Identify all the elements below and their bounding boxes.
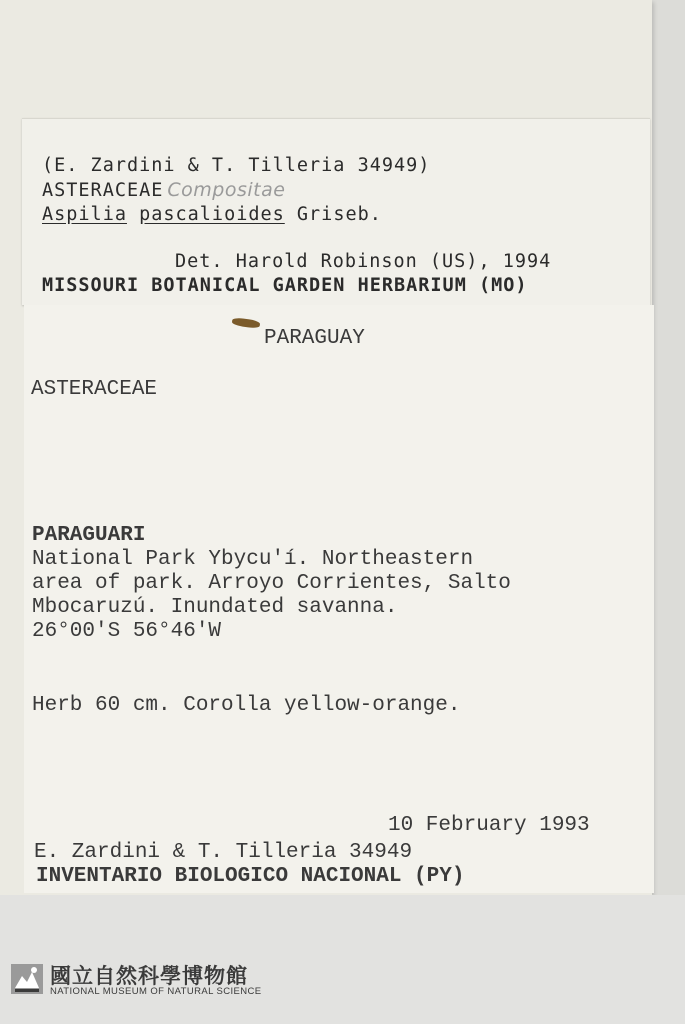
handwritten-family: Compositae <box>167 179 286 201</box>
family-name: ASTERACEAE <box>42 180 164 201</box>
date-line: 10 February 1993 <box>388 814 590 837</box>
herbarium-line: MISSOURI BOTANICAL GARDEN HERBARIUM (MO) <box>42 275 528 296</box>
taxon-line <box>42 204 382 225</box>
taxon-author: Griseb. <box>296 204 382 225</box>
collector-line: (E. Zardini & T. Tilleria 34949) <box>42 155 431 176</box>
country-line: PARAGUAY <box>264 327 365 350</box>
museum-logo-icon <box>10 962 44 996</box>
family-line: ASTERACEAE <box>31 378 158 401</box>
locality-line-3: Mbocaruzú. Inundated savanna. <box>32 596 398 619</box>
species-name: pascalioides <box>139 204 285 225</box>
locality-line-1: National Park Ybycu'í. Northeastern <box>32 548 474 571</box>
collectors-line: E. Zardini & T. Tilleria 34949 <box>34 841 413 864</box>
locality-line-2: area of park. Arroyo Corrientes, Salto <box>32 572 511 595</box>
determination-label <box>22 118 650 305</box>
description-line: Herb 60 cm. Corolla yellow-orange. <box>32 694 461 717</box>
plant-fragment <box>232 317 261 329</box>
determiner-line: Det. Harold Robinson (US), 1994 <box>175 251 552 272</box>
coordinates-line: 26°00'S 56°46'W <box>32 620 222 643</box>
collection-label <box>24 305 654 893</box>
family-line <box>42 179 285 201</box>
department-line: PARAGUARI <box>32 524 146 547</box>
genus-name: Aspilia <box>42 204 127 225</box>
museum-name-english: NATIONAL MUSEUM OF NATURAL SCIENCE <box>50 986 262 997</box>
institution-line: INVENTARIO BIOLOGICO NACIONAL (PY) <box>36 865 465 888</box>
museum-name-chinese: 國立自然科學博物館 <box>50 964 248 988</box>
